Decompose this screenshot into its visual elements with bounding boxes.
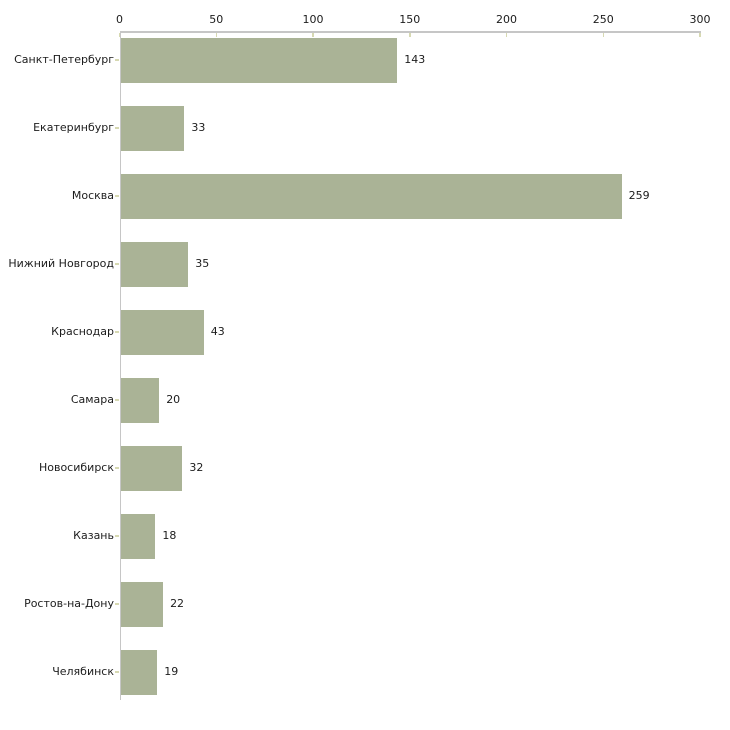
x-axis-tick-label: 0 (116, 13, 123, 26)
category-label: Санкт-Петербург (14, 53, 114, 66)
bar (121, 650, 158, 695)
value-label: 22 (170, 597, 185, 610)
category-label: Краснодар (51, 325, 114, 338)
bar (121, 310, 204, 355)
x-axis-tick-label: 200 (496, 13, 517, 26)
x-axis-tick (603, 33, 605, 37)
bar (121, 242, 189, 287)
value-label: 20 (166, 393, 181, 406)
y-axis-tick (115, 331, 119, 333)
value-label: 19 (164, 665, 179, 678)
y-axis-tick (115, 467, 119, 469)
bar (121, 38, 398, 83)
category-label: Москва (71, 189, 114, 202)
bar (121, 106, 185, 151)
category-label: Екатеринбург (33, 121, 114, 134)
bar (121, 174, 622, 219)
y-axis-tick (115, 59, 119, 61)
y-axis-tick (115, 603, 119, 605)
value-label: 43 (210, 325, 225, 338)
value-label: 143 (404, 53, 426, 66)
x-axis-tick-label: 100 (302, 13, 324, 26)
y-axis-tick (115, 263, 119, 265)
x-axis-tick (409, 33, 411, 37)
x-axis-tick (699, 33, 701, 37)
y-axis-tick (115, 535, 119, 537)
y-axis-tick (115, 671, 119, 673)
x-axis-tick-label: 150 (399, 13, 421, 26)
value-label: 32 (189, 461, 204, 474)
x-axis-tick (312, 33, 314, 37)
value-label: 259 (628, 189, 650, 202)
x-axis-tick (216, 33, 218, 37)
x-axis-tick (119, 33, 121, 37)
bar (121, 582, 164, 627)
y-axis-tick (115, 195, 119, 197)
y-axis-tick (115, 127, 119, 129)
value-label: 33 (191, 121, 206, 134)
category-label: Казань (73, 529, 114, 542)
category-label: Самара (70, 393, 114, 406)
category-label: Челябинск (52, 665, 114, 678)
bar (121, 378, 160, 423)
value-label: 35 (195, 257, 210, 270)
bar (121, 514, 156, 559)
x-axis-tick (506, 33, 508, 37)
category-label: Нижний Новгород (8, 257, 114, 270)
x-axis-tick-label: 250 (592, 13, 614, 26)
y-axis-tick (115, 399, 119, 401)
value-label: 18 (162, 529, 177, 542)
x-axis-tick-label: 50 (209, 13, 224, 26)
category-label: Новосибирск (38, 461, 114, 474)
bar (121, 446, 183, 491)
category-label: Ростов-на-Дону (24, 597, 114, 610)
x-axis-tick-label: 300 (689, 13, 711, 26)
